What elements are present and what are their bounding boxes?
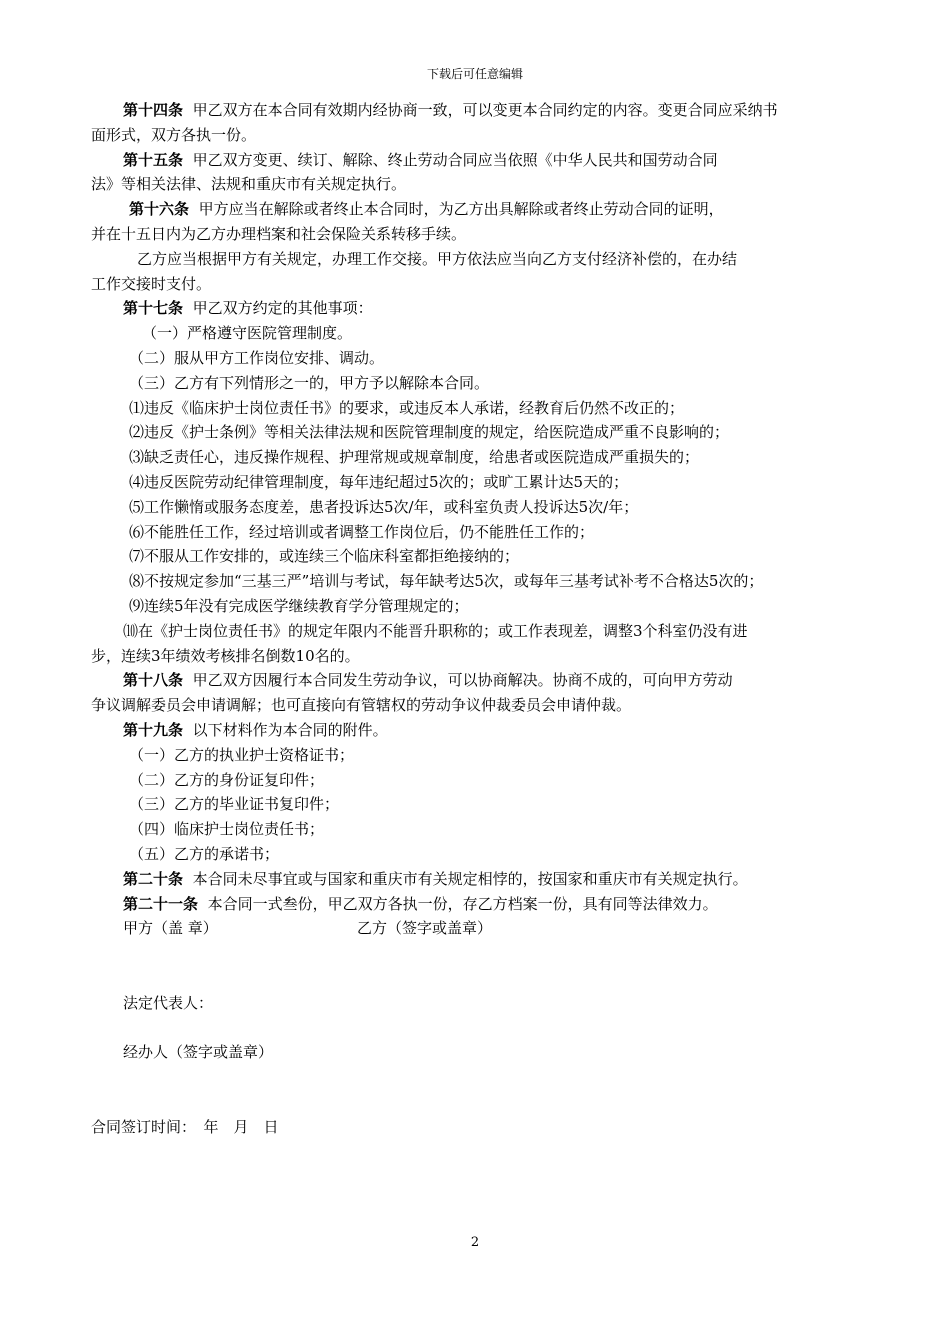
article-title: 第十四条 (123, 101, 184, 119)
list-item: ⑶缺乏责任心，违反操作规程、护理常规或规章制度，给患者或医院造成严重损失的； (129, 448, 700, 467)
list-item: （五）乙方的承诺书； (129, 844, 280, 863)
list-item: ⑽在《护士岗位责任书》的规定年限内不能晋升职称的；或工作表现差，调整3个科室仍没有进 (123, 621, 748, 640)
signing-date-label: 合同签订时间： 年 月 日 (91, 1117, 279, 1136)
signature-parties (91, 916, 861, 941)
page-number: 2 (470, 1235, 480, 1250)
list-item: （一）严格遵守医院管理制度。 (142, 324, 353, 343)
list-item: （四）临床护士岗位责任书； (129, 820, 325, 839)
article-17: 第十七条 甲乙双方约定的其他事项： (123, 299, 373, 318)
list-item: ⑺不服从工作安排的，或连续三个临床科室都拒绝接纳的； (129, 547, 520, 566)
list-item: （三）乙方有下列情形之一的，甲方予以解除本合同。 (129, 373, 490, 392)
article-19: 第十九条 以下材料作为本合同的附件。 (123, 720, 388, 739)
list-item: ⑼连续5年没有完成医学继续教育学分管理规定的； (129, 596, 469, 615)
article-21: 第二十一条 本合同一式叁份，甲乙双方各执一份，存乙方档案一份，具有同等法律效力。 (123, 894, 718, 913)
article-title: 第十八条 (123, 671, 184, 690)
list-item: （二）乙方的身份证复印件； (129, 770, 325, 789)
article-title: 第十五条 (123, 150, 184, 169)
handler-label: 经办人（签字或盖章） (123, 1043, 274, 1062)
list-item: ⑷违反医院劳动纪律管理制度，每年违纪超过5次的；或旷工累计达5天的； (129, 472, 629, 491)
article-18: 第十八条 甲乙双方因履行本合同发生劳动争议，可以协商解决。协商不成的，可向甲方劳动 (123, 671, 733, 690)
list-item: （一）乙方的执业护士资格证书； (129, 745, 355, 764)
article-16: 第十六条 甲方应当在解除或者终止本合同时，为乙方出具解除或者终止劳动合同的证明， (129, 200, 724, 219)
article-title: 第十七条 (123, 299, 184, 318)
article-14: 第十四条 甲乙双方在本合同有效期内经协商一致，可以变更本合同约定的内容。变更合同应采纳书 (123, 101, 778, 119)
article-20: 第二十条 本合同未尽事宜或与国家和重庆市有关规定相悖的，按国家和重庆市有关规定执行。 (123, 869, 748, 888)
list-item: ⑵违反《护士条例》等相关法律法规和医院管理制度的规定，给医院造成严重不良影响的； (129, 423, 730, 442)
article-title: 第二十一条 (123, 894, 199, 913)
list-item: ⑻不按规定参加“三基三严”培训与考试，每年缺考达5次，或每年三基考试补考不合格达5次的； (129, 572, 764, 591)
article-title: 第二十条 (123, 869, 184, 888)
article-15: 第十五条 甲乙双方变更、续订、解除、终止劳动合同应当依照《中华人民共和国劳动合同 (123, 150, 718, 169)
list-item: （二）服从甲方工作岗位安排、调动。 (129, 348, 385, 367)
list-item: ⑸工作懒惰或服务态度差，患者投诉达5次/年，或科室负责人投诉达5次/年； (129, 497, 639, 516)
party-b-label: 乙方（签字或盖章） (357, 919, 493, 938)
list-item: ⑴违反《临床护士岗位责任书》的要求，或违反本人承诺，经教育后仍然不改正的； (129, 398, 685, 417)
document-body: 第十四条 甲乙双方在本合同有效期内经协商一致，可以变更本合同约定的内容。变更合同应采纳书 面形式，双方各执一份。 第十五条 甲乙双方变更、续订、解除、终止劳动合同应当依照《中华人民共和国劳动合同 法》等相关法律、法规和重庆市有关规定执行。 第十六条 甲方应当在解除或者终止本合同时，为乙方出具解除或者终止劳动合同的证明， 并在十五日内为乙方办理档案和社会保险关系转移手续。 乙方应当根据甲方有关规定，办理工作交接。甲方依法应当向乙方支付经济补偿的，在办结 工作交接时支付。 第十七条 甲乙双方约定的其他事项： （一）严格遵守医院管理制度。 （二）服从甲方工作岗位安排、调动。 （三）乙方有下列情形之一的，甲方予以解除本合同。 ⑴违反《临床护士岗位责任书》的要求，或违反本人承诺，经教育后仍然不改正的； ⑵违反《护士条例》等相关法律法规和医院管理制度的规定，给医院造成严重不良影响的； ⑶缺乏责任心，违反操作规程、护理常规或规章制度，给患者或医院造成严重损失的； ⑷违反医院劳动纪律管理制度，每年违纪超过5次的；或旷工累计达5天的； ⑸工作懒惰或服务态度差，患者投诉达5次/年，或科室负责人投诉达5次/年； ⑹不能胜任工作，经过培训或者调整工作岗位后，仍不能胜任工作的； ⑺不服从工作安排的，或连续三个临床科室都拒绝接纳的； ⑻不按规定参加“三基三严”培训与考试，每年缺考达5次，或每年三基考试补考不合格达5次的； ⑼连续5年没有完成医学继续教育学分管理规定的； ⑽在《护士岗位责任书》的规定年限内不能晋升职称的；或工作表现差，调整3个科室仍没有进 步，连续3年绩效考核排名倒数10名的。 第十八条 甲乙双方因履行本合同发生劳动争议，可以协商解决。协商不成的，可向甲方劳动 争议调解委员会申请调解；也可直接向有管辖权的劳动争议仲裁委员会申请仲裁。 第十九条 以下材料作为本合同的附件。 （一）乙方的执业护士资格证书； （二）乙方的身份证复印件； （三）乙方的毕业证书复印件； （四）临床护士岗位责任书； （五）乙方的承诺书； 第二十条 本合同未尽事宜或与国家和重庆市有关规定相悖的，按国家和重庆市有关规定执行。 第二十一条 本合同一式叁份，甲乙双方各执一份，存乙方档案一份，具有同等法律效力。 甲方（盖 章） 乙方（签字或盖章） 法定代表人： 经办人（签字或盖章） 合同签订时间： 年 月 日 (91, 98, 861, 1139)
party-a-label: 甲方（盖 章） (123, 919, 218, 938)
article-title: 第十六条 (129, 200, 190, 219)
page-header: 下载后可任意编辑 (426, 67, 523, 81)
article-title: 第十九条 (123, 720, 184, 739)
legal-representative-label: 法定代表人： (123, 993, 214, 1012)
list-item: ⑹不能胜任工作，经过培训或者调整工作岗位后，仍不能胜任工作的； (129, 522, 595, 541)
list-item: （三）乙方的毕业证书复印件； (129, 795, 340, 814)
